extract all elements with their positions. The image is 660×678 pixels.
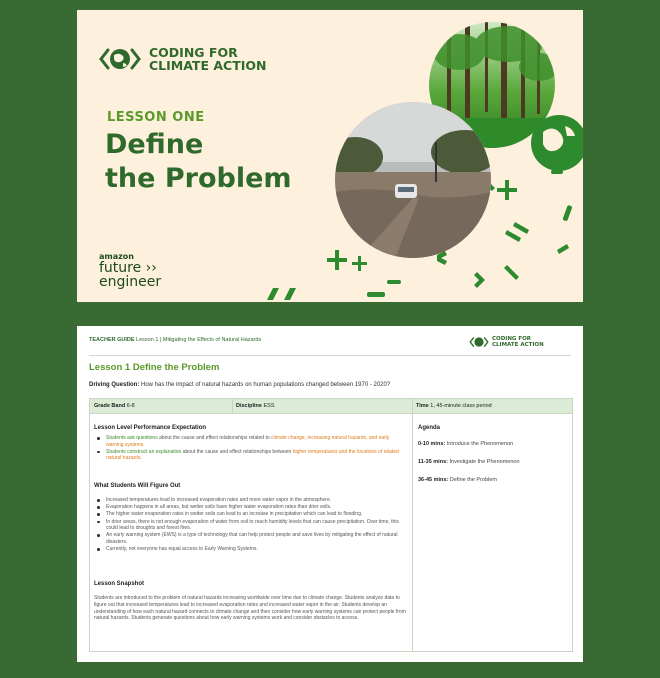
column-divider [232, 399, 233, 413]
amazon-future-engineer-logo [99, 252, 161, 289]
header-guide-label: TEACHER GUIDE [89, 337, 135, 343]
lesson-title: Define the Problem [130, 362, 220, 373]
list-item: The higher water evaporation rates in wetter soils can lead to an increase in precipitation which can lead to flooding. [94, 511, 406, 518]
cover-title [105, 128, 292, 196]
lesson-number: Lesson 1 [89, 362, 131, 373]
snapshot-text: Students are introduced to the problem of natural hazards increasing worldwide over time due to climate change. Students analyze data to figure out that increased temperatures lead to increased evaporation rates and increased water vapor in the air. Students develop an understanding of how each natural hazard connects to climate change and then consider how early warning systems can protect people from natural hazards. Students generate questions about how early warning systems work and consider obstacles to access. [94, 595, 406, 622]
grade-band-cell [94, 403, 135, 409]
time-cell [416, 403, 492, 409]
list-item: Increased temperatures lead to increased evaporation rates and more water vapor in the atmosphere. [94, 497, 406, 504]
grade-band-label: Grade Band [94, 403, 126, 409]
lesson-heading [89, 362, 219, 373]
figure-out-heading: What Students Will Figure Out [94, 483, 181, 489]
page-header [89, 337, 261, 343]
performance-heading: Lesson Level Performance Expectation [94, 425, 207, 431]
discipline-value: ESS [261, 403, 275, 409]
header-brand-logo [469, 336, 544, 348]
list-item: In drier areas, there is not enough evaporation of water from soil to reach humidity levels that can cause precipitation. Over time, this could lead to droughts and forest fires. [94, 519, 406, 532]
driving-question [89, 382, 390, 388]
cover-slide [77, 10, 583, 302]
driving-question-text: How has the impact of natural hazards on human populations changed between 1970 - 2020? [139, 382, 391, 388]
list-item: Students ask questions about the cause and effect relationships related to climate change, increasing natural hazards, and early warning systems. [94, 435, 406, 448]
list-item: Evaporation happens in all areas, but wetter soils have higher water evaporation rates than drier soils. [94, 504, 406, 511]
header-brand-line-1: CODING FOR [492, 336, 532, 342]
brand-line-1: CODING FOR [149, 45, 238, 60]
list-item: Students construct an explanation about the cause and effect relationships between higher temperatures and the locations of related natural hazards. [94, 449, 406, 462]
globe-code-icon [469, 336, 489, 348]
list-item: Currently, not everyone has equal access to Early Warning Systems. [94, 546, 406, 553]
figure-out-list [94, 497, 406, 553]
partner-line-1: amazon [99, 252, 134, 261]
lesson-label: LESSON ONE [107, 110, 205, 125]
driving-question-label: Driving Question: [89, 382, 140, 388]
list-item: An early warning system (EWS) is a type of technology that can help protect people and save lives by mitigating the effect of natural disasters. [94, 532, 406, 545]
agenda-item: 36-45 mins: Define the Problem [418, 477, 497, 483]
time-label: Time [416, 403, 429, 409]
snapshot-heading: Lesson Snapshot [94, 581, 145, 587]
header-divider [89, 355, 571, 356]
brand-line-2: CLIMATE ACTION [149, 58, 267, 73]
table-header-row [90, 399, 572, 414]
lesson-table [89, 398, 573, 652]
time-value: 1, 45-minute class period [428, 403, 492, 409]
globe-code-icon [99, 46, 141, 72]
performance-list [94, 435, 406, 463]
agenda-item: 11-35 mins: Investigate the Phenomenon [418, 459, 520, 465]
partner-line-2: future ›› [99, 260, 157, 276]
agenda-heading: Agenda [418, 425, 441, 431]
cover-title-line-1: Define [105, 129, 204, 160]
brand-logo [99, 46, 266, 72]
partner-line-3: engineer [99, 274, 162, 290]
flood-photo [335, 102, 491, 258]
grade-band-value: 6-8 [125, 403, 135, 409]
agenda-item: 0-10 mins: Introduce the Phenomenon [418, 441, 514, 447]
discipline-cell [236, 403, 275, 409]
cover-title-line-2: the Problem [105, 163, 292, 194]
discipline-label: Discipline [236, 403, 262, 409]
header-brand-line-2: CLIMATE ACTION [492, 342, 544, 348]
teacher-guide-page [77, 326, 583, 662]
column-divider [412, 399, 413, 651]
header-lesson-title: Lesson 1 | Mitigating the Effects of Natural Hazards [134, 337, 262, 343]
